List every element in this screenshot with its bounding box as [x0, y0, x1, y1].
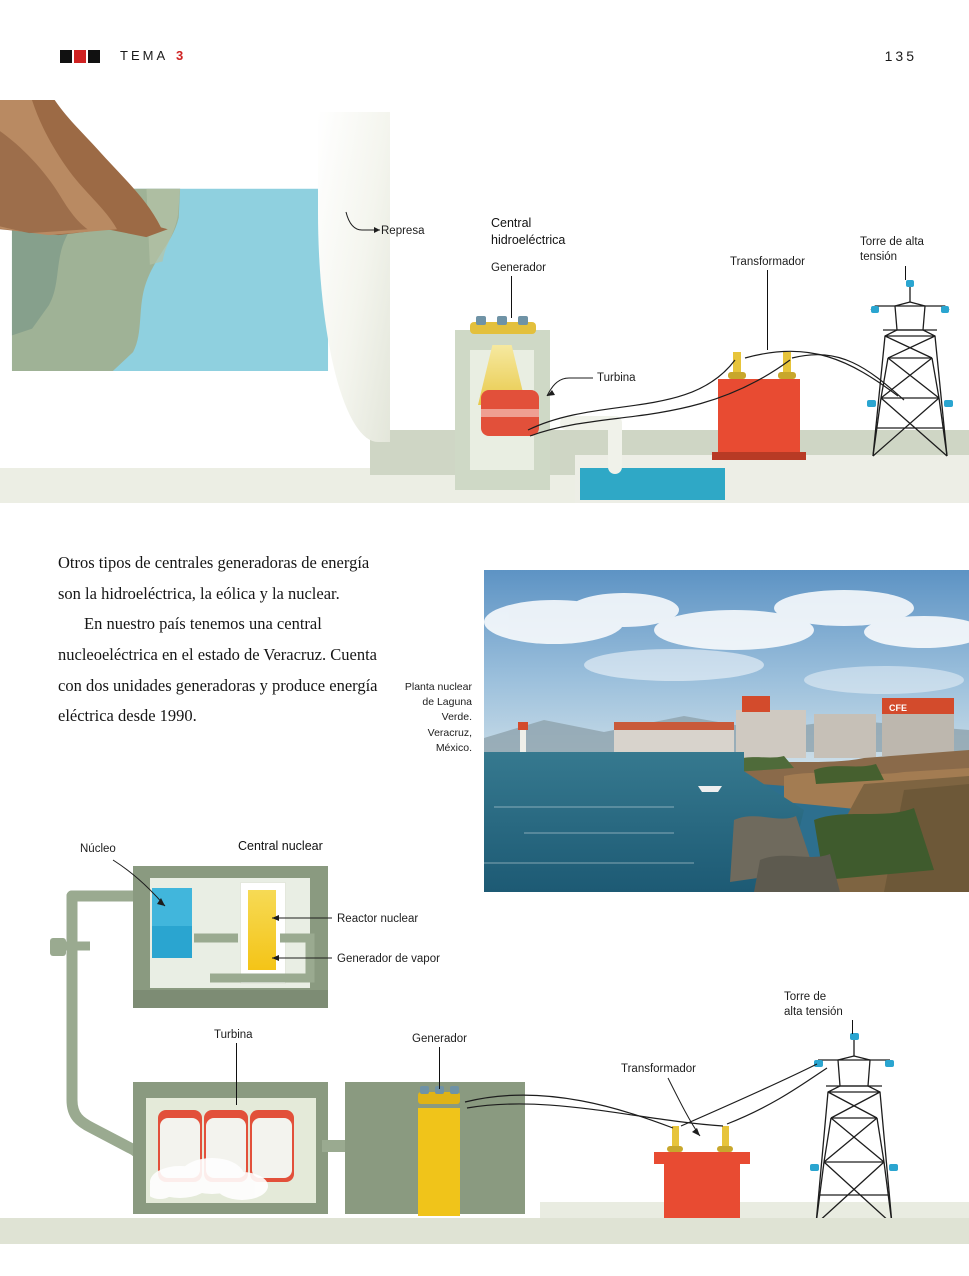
generator-bolt-mid [497, 316, 507, 325]
label-turbina: Turbina [597, 372, 636, 384]
label-torre-line1: Torre de alta [860, 236, 924, 248]
leader-generador-bottom [439, 1047, 440, 1089]
title-hydro-line1: Central [491, 216, 532, 230]
body-text [58, 548, 378, 732]
hydroelectric-diagram [0, 100, 969, 503]
leader-turbina-bottom [236, 1043, 237, 1105]
page-header [0, 44, 969, 74]
ground-base-strip [0, 1218, 969, 1244]
generator-bolt-left [476, 316, 486, 325]
photo-caption-line3: Verde. [441, 711, 472, 724]
leader-represa [340, 210, 382, 240]
leader-transformador-bottom [660, 1074, 710, 1144]
steam-cloud [150, 1146, 270, 1206]
leader-nucleo [105, 854, 175, 914]
svg-text:CFE: CFE [889, 703, 907, 713]
leader-reactor [260, 908, 338, 928]
header-tema-number: 3 [176, 48, 186, 63]
cliff-rock [0, 100, 200, 350]
label-represa: Represa [381, 225, 425, 237]
leader-torre-bottom [852, 1020, 853, 1034]
header-tema-label: TEMA [120, 48, 169, 63]
label-turbina-bottom: Turbina [214, 1029, 253, 1041]
label-transformador: Transformador [730, 256, 805, 268]
photo-caption-line1: Planta nuclear [404, 681, 472, 693]
label-torre-bottom-line2: alta tensión [784, 1006, 843, 1018]
leader-generador [511, 276, 512, 318]
label-transformador-bottom: Transformador [621, 1063, 696, 1075]
generator-coil [418, 1108, 460, 1216]
leader-torre [905, 266, 906, 280]
generator-bolt-a [420, 1086, 429, 1094]
photo-caption-line2: de Laguna [422, 696, 472, 709]
label-reactor: Reactor nuclear [337, 913, 419, 925]
reactor-internal-pipes [150, 878, 320, 993]
label-generador-bottom: Generador [412, 1033, 467, 1045]
paragraph-2: En nuestro país tenemos una central nucleoeléctrica en el estado de Veracruz. Cuenta con dos unidades generadoras y produce energía eléctrica desde 1990. [58, 614, 378, 726]
photo-caption [386, 680, 472, 756]
title-nuclear: Central nuclear [238, 839, 323, 853]
label-torre-line2: tensión [860, 251, 898, 263]
paragraph-1: Otros tipos de centrales generadoras de energía son la hidroeléctrica, la eólica y la nuclear. [58, 553, 370, 603]
header-marks-icon [60, 50, 112, 63]
page-number: 135 [884, 48, 917, 64]
photo-caption-line5: México. [435, 741, 472, 754]
leader-turbina [535, 362, 595, 404]
label-torre-bottom-line1: Torre de [784, 991, 827, 1003]
title-hydro-line2: hidroeléctrica [491, 233, 566, 247]
leader-generador-vapor [262, 948, 338, 968]
label-nucleo: Núcleo [80, 843, 116, 855]
label-generador-vapor: Generador de vapor [337, 953, 440, 965]
nuclear-plant-diagram [0, 830, 969, 1276]
label-generador: Generador [491, 262, 546, 274]
photo-caption-line4: Veracruz, [427, 726, 472, 739]
leader-transformador [767, 270, 768, 350]
